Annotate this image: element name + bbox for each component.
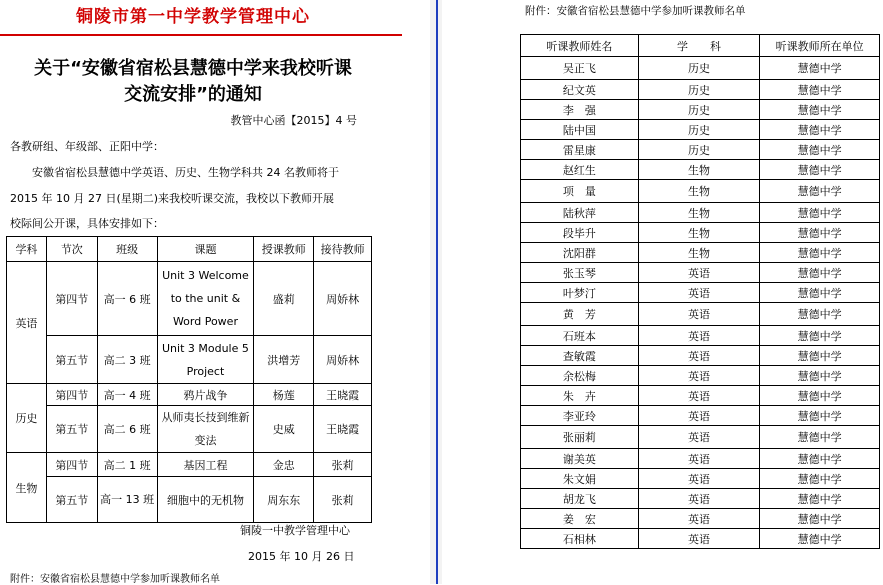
- teacher-cell: 周东东: [254, 477, 314, 523]
- table-row: [521, 366, 880, 386]
- teacher-name-cell: 陆中国: [521, 120, 639, 140]
- period-cell: 第五节: [46, 336, 97, 384]
- header-class: 班级: [97, 237, 157, 262]
- teacher-unit-cell: 慧德中学: [760, 469, 880, 489]
- teacher-subject-cell: 历史: [638, 100, 760, 120]
- teacher-name-cell: 谢美英: [521, 449, 639, 469]
- class-cell: 高一 13 班: [97, 477, 157, 523]
- table-row: [7, 406, 372, 453]
- class-cell: 高一 6 班: [97, 262, 157, 336]
- attachment-label-left: 附件：安徽省宿松县慧德中学参加听课教师名单: [10, 574, 220, 585]
- header-unit: 听课教师所在单位: [760, 35, 880, 57]
- table-row: [521, 223, 880, 243]
- table-row: [7, 477, 372, 523]
- schedule-header-row: [7, 237, 372, 262]
- teacher-subject-cell: 英语: [638, 386, 760, 406]
- topic-cell: 从师夷长技到维新变法: [157, 406, 254, 453]
- teacher-name-cell: 查敏霞: [521, 346, 639, 366]
- signature-organization: 铜陵一中教学管理中心: [240, 524, 350, 537]
- teacher-name-cell: 雷星康: [521, 140, 639, 160]
- teacher-unit-cell: 慧德中学: [760, 303, 880, 326]
- host-cell: 张莉: [314, 453, 372, 477]
- body-paragraph-line1: 安徽省宿松县慧德中学英语、历史、生物学科共 24 名教师将于: [32, 166, 339, 179]
- table-row: [521, 303, 880, 326]
- teacher-name-cell: 赵红生: [521, 160, 639, 180]
- table-row: [521, 283, 880, 303]
- teacher-cell: 史威: [254, 406, 314, 453]
- teacher-name-cell: 石相林: [521, 529, 639, 549]
- teacher-subject-cell: 历史: [638, 80, 760, 100]
- teacher-name-cell: 沈阳群: [521, 243, 639, 263]
- table-row: [521, 346, 880, 366]
- teacher-unit-cell: 慧德中学: [760, 326, 880, 346]
- body-paragraph-line2: 2015 年 10 月 27 日(星期二)来我校听课交流，我校以下教师开展: [10, 192, 335, 205]
- teacher-name-cell: 朱 卉: [521, 386, 639, 406]
- host-cell: 张莉: [314, 477, 372, 523]
- teacher-name-cell: 张玉琴: [521, 263, 639, 283]
- letterhead-rule: [0, 34, 402, 36]
- teacher-unit-cell: 慧德中学: [760, 203, 880, 223]
- teacher-unit-cell: 慧德中学: [760, 386, 880, 406]
- teacher-subject-cell: 英语: [638, 366, 760, 386]
- teacher-unit-cell: 慧德中学: [760, 489, 880, 509]
- subject-cell: 英语: [7, 262, 47, 384]
- table-row: [521, 263, 880, 283]
- document-number: 教管中心函【2015】4 号: [230, 114, 357, 127]
- header-subject: 学科: [7, 237, 47, 262]
- header-name: 听课教师姓名: [521, 35, 639, 57]
- subject-cell: 生物: [7, 453, 47, 523]
- teacher-cell: 杨莲: [254, 384, 314, 406]
- teacher-unit-cell: 慧德中学: [760, 346, 880, 366]
- teacher-subject-cell: 英语: [638, 509, 760, 529]
- table-row: [521, 100, 880, 120]
- topic-cell: Unit 3 Module 5 Project: [157, 336, 254, 384]
- teacher-subject-cell: 英语: [638, 283, 760, 303]
- table-row: [7, 384, 372, 406]
- notice-page: [0, 0, 430, 584]
- teacher-subject-cell: 生物: [638, 180, 760, 203]
- header-subject: 学 科: [638, 35, 760, 57]
- teacher-name-cell: 余松梅: [521, 366, 639, 386]
- host-cell: 王晓霞: [314, 406, 372, 453]
- topic-cell: Unit 3 Welcome to the unit & Word Power: [157, 262, 254, 336]
- teacher-name-cell: 姜 宏: [521, 509, 639, 529]
- table-row: [521, 469, 880, 489]
- teacher-subject-cell: 英语: [638, 346, 760, 366]
- teacher-subject-cell: 生物: [638, 203, 760, 223]
- teacher-name-cell: 叶梦汀: [521, 283, 639, 303]
- table-row: [521, 120, 880, 140]
- page-divider: [436, 0, 438, 584]
- teacher-cell: 洪增芳: [254, 336, 314, 384]
- table-row: [7, 336, 372, 384]
- teacher-unit-cell: 慧德中学: [760, 180, 880, 203]
- teacher-unit-cell: 慧德中学: [760, 263, 880, 283]
- teacher-cell: 金忠: [254, 453, 314, 477]
- period-cell: 第四节: [46, 262, 97, 336]
- teacher-cell: 盛莉: [254, 262, 314, 336]
- teacher-name-cell: 李 强: [521, 100, 639, 120]
- period-cell: 第四节: [46, 453, 97, 477]
- teacher-unit-cell: 慧德中学: [760, 283, 880, 303]
- table-row: [521, 203, 880, 223]
- teacher-subject-cell: 英语: [638, 303, 760, 326]
- teacher-unit-cell: 慧德中学: [760, 366, 880, 386]
- teacher-unit-cell: 慧德中学: [760, 160, 880, 180]
- teacher-name-cell: 项 量: [521, 180, 639, 203]
- teacher-subject-cell: 历史: [638, 57, 760, 80]
- table-row: [521, 57, 880, 80]
- table-row: [521, 426, 880, 449]
- header-teacher: 授课教师: [254, 237, 314, 262]
- letterhead-title: 铜陵市第一中学教学管理中心: [76, 7, 310, 27]
- body-paragraph-line3: 校际间公开课，具体安排如下：: [10, 217, 164, 230]
- teacher-unit-cell: 慧德中学: [760, 223, 880, 243]
- teacher-subject-cell: 英语: [638, 469, 760, 489]
- teacher-unit-cell: 慧德中学: [760, 140, 880, 160]
- teacher-list-header-row: [521, 35, 880, 57]
- teacher-subject-cell: 生物: [638, 160, 760, 180]
- teacher-unit-cell: 慧德中学: [760, 80, 880, 100]
- teacher-subject-cell: 生物: [638, 243, 760, 263]
- table-row: [521, 509, 880, 529]
- period-cell: 第五节: [46, 477, 97, 523]
- host-cell: 周娇林: [314, 262, 372, 336]
- table-row: [521, 449, 880, 469]
- subject-cell: 历史: [7, 384, 47, 453]
- class-cell: 高二 3 班: [97, 336, 157, 384]
- period-cell: 第四节: [46, 384, 97, 406]
- table-row: [521, 160, 880, 180]
- teacher-list-body: [521, 57, 880, 549]
- host-cell: 周娇林: [314, 336, 372, 384]
- teacher-name-cell: 李亚玲: [521, 406, 639, 426]
- header-topic: 课题: [157, 237, 254, 262]
- topic-cell: 基因工程: [157, 453, 254, 477]
- teacher-name-cell: 段毕升: [521, 223, 639, 243]
- class-cell: 高二 1 班: [97, 453, 157, 477]
- table-row: [7, 262, 372, 336]
- notice-title-line1: 关于“安徽省宿松县慧德中学来我校听课: [34, 58, 352, 79]
- attachment-label-right: 附件：安徽省宿松县慧德中学参加听课教师名单: [525, 5, 746, 17]
- teacher-unit-cell: 慧德中学: [760, 426, 880, 449]
- topic-cell: 鸦片战争: [157, 384, 254, 406]
- table-row: [521, 529, 880, 549]
- teacher-subject-cell: 英语: [638, 529, 760, 549]
- header-host: 接待教师: [314, 237, 372, 262]
- teacher-name-cell: 陆秋萍: [521, 203, 639, 223]
- notice-title-line2: 交流安排”的通知: [124, 84, 262, 105]
- teacher-subject-cell: 历史: [638, 140, 760, 160]
- teacher-name-cell: 张丽莉: [521, 426, 639, 449]
- period-cell: 第五节: [46, 406, 97, 453]
- teacher-subject-cell: 英语: [638, 489, 760, 509]
- schedule-table: [6, 236, 372, 523]
- topic-cell: 细胞中的无机物: [157, 477, 254, 523]
- teacher-unit-cell: 慧德中学: [760, 529, 880, 549]
- teacher-unit-cell: 慧德中学: [760, 57, 880, 80]
- table-row: [521, 180, 880, 203]
- teacher-subject-cell: 英语: [638, 426, 760, 449]
- teacher-name-cell: 吴正飞: [521, 57, 639, 80]
- teacher-unit-cell: 慧德中学: [760, 243, 880, 263]
- teacher-list-table: [520, 34, 880, 549]
- teacher-name-cell: 纪文英: [521, 80, 639, 100]
- teacher-subject-cell: 英语: [638, 326, 760, 346]
- teacher-unit-cell: 慧德中学: [760, 406, 880, 426]
- table-row: [521, 386, 880, 406]
- table-row: [7, 453, 372, 477]
- teacher-subject-cell: 生物: [638, 223, 760, 243]
- teacher-name-cell: 石班本: [521, 326, 639, 346]
- teacher-unit-cell: 慧德中学: [760, 120, 880, 140]
- teacher-unit-cell: 慧德中学: [760, 449, 880, 469]
- host-cell: 王晓霞: [314, 384, 372, 406]
- teacher-name-cell: 朱文娟: [521, 469, 639, 489]
- header-period: 节次: [46, 237, 97, 262]
- teacher-unit-cell: 慧德中学: [760, 100, 880, 120]
- table-row: [521, 80, 880, 100]
- teacher-unit-cell: 慧德中学: [760, 509, 880, 529]
- table-row: [521, 406, 880, 426]
- teacher-subject-cell: 历史: [638, 120, 760, 140]
- teacher-subject-cell: 英语: [638, 449, 760, 469]
- teacher-name-cell: 黄 芳: [521, 303, 639, 326]
- salutation: 各教研组、年级部、正阳中学：: [10, 140, 164, 153]
- table-row: [521, 326, 880, 346]
- class-cell: 高一 4 班: [97, 384, 157, 406]
- table-row: [521, 243, 880, 263]
- table-row: [521, 489, 880, 509]
- table-row: [521, 140, 880, 160]
- teacher-subject-cell: 英语: [638, 263, 760, 283]
- class-cell: 高二 6 班: [97, 406, 157, 453]
- teacher-subject-cell: 英语: [638, 406, 760, 426]
- signature-date: 2015 年 10 月 26 日: [248, 550, 355, 563]
- teacher-name-cell: 胡龙飞: [521, 489, 639, 509]
